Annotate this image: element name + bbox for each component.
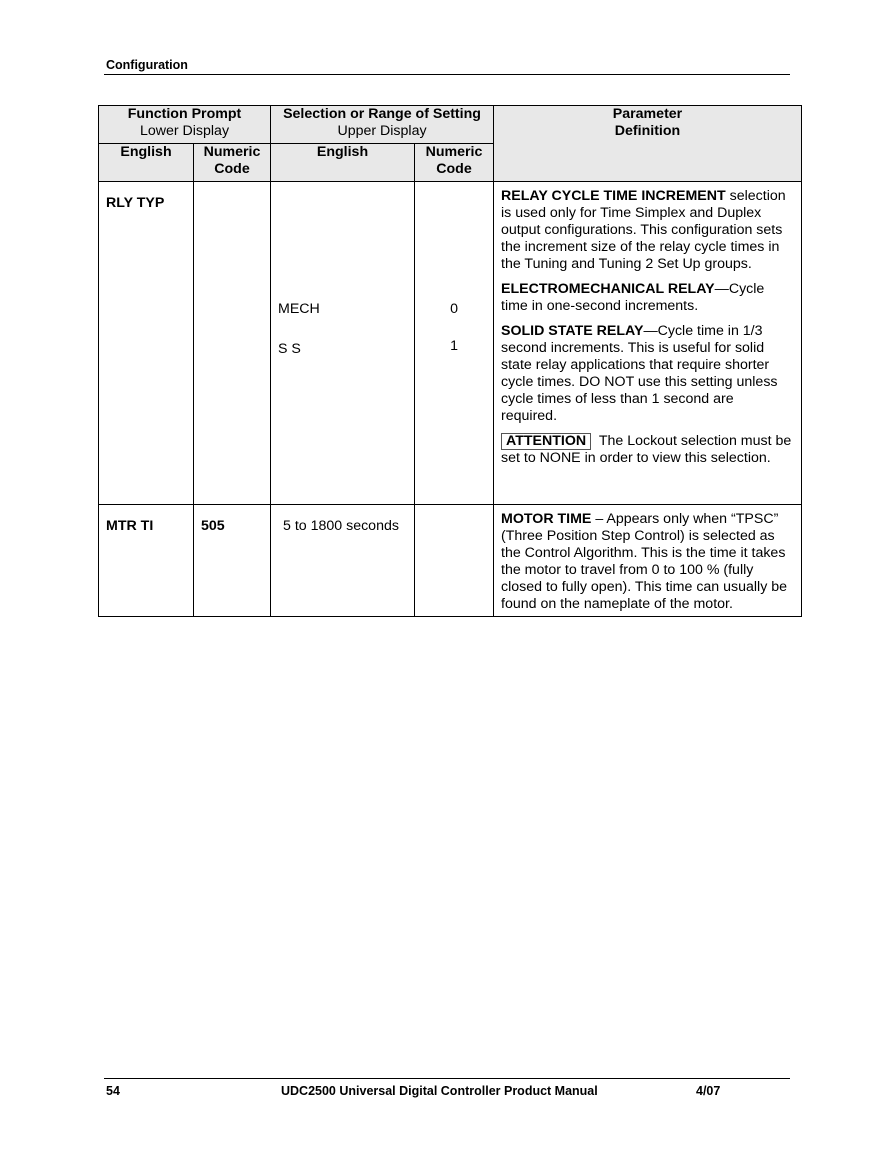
definition-mech: ELECTROMECHANICAL RELAY—Cycle time in one-second increments. <box>501 281 765 314</box>
attention-badge: ATTENTION <box>501 433 591 450</box>
section-title: Configuration <box>106 58 188 72</box>
selection-code-cell <box>415 182 494 505</box>
selection-mech: MECH <box>278 301 320 317</box>
prompt-cell <box>99 182 194 505</box>
footer-divider <box>104 1078 790 1079</box>
selection-cell <box>271 505 415 617</box>
prompt-text: RLY TYP <box>106 195 165 211</box>
prompt-code-cell <box>194 505 271 617</box>
selection-range-header: Selection or Range of Setting Upper Display <box>271 106 494 144</box>
prompt-cell <box>99 505 194 617</box>
numeric-code-selection-header: Numeric Code <box>415 144 494 182</box>
english-selection-header: English <box>271 144 415 182</box>
prompt-code-cell <box>194 182 271 505</box>
prompt-code: 505 <box>201 518 225 534</box>
code-mech: 0 <box>450 301 458 317</box>
prompt-text: MTR TI <box>106 518 154 534</box>
page-number: 54 <box>106 1084 120 1098</box>
parameter-definition-header: Parameter Definition <box>494 106 802 182</box>
manual-title: UDC2500 Universal Digital Controller Product Manual <box>281 1084 598 1098</box>
definition-motor-time: MOTOR TIME – Appears only when “TPSC” (Three Position Step Control) is selected as the Control Algorithm. This is the time it takes the motor to travel from 0 to 100 % (fully closed to fully open). This time can usually be found on the nameplate of the motor. <box>501 511 788 612</box>
manual-date: 4/07 <box>696 1084 721 1098</box>
definition-cell <box>494 505 802 617</box>
function-prompt-header: Function Prompt Lower Display <box>99 106 271 144</box>
selection-ss: S S <box>278 341 301 357</box>
english-prompt-header: English <box>99 144 194 182</box>
definition-ss: SOLID STATE RELAY—Cycle time in 1/3 second increments. This is useful for solid state relay applications that require shorter cycle times. DO NOT use this setting unless cycle times of less than 1 second are required. <box>501 323 778 424</box>
numeric-code-prompt-header: Numeric Code <box>194 144 271 182</box>
code-ss: 1 <box>450 338 458 354</box>
header-divider <box>104 74 790 75</box>
selection-code-cell <box>415 505 494 617</box>
attention-note: ATTENTION The Lockout selection must be set to NONE in order to view this selection. <box>501 433 792 466</box>
table-row <box>99 182 802 505</box>
selection-cell <box>271 182 415 505</box>
definition-intro: RELAY CYCLE TIME INCREMENT selection is used only for Time Simplex and Duplex output configurations. This configuration sets the increment size of the relay cycle times in the Tuning and Tuning 2 Set Up groups. <box>501 188 786 272</box>
definition-cell <box>494 182 802 505</box>
table-row <box>99 505 802 617</box>
selection-range: 5 to 1800 seconds <box>283 518 399 534</box>
table-header-row <box>99 106 802 144</box>
parameter-table <box>98 105 802 617</box>
